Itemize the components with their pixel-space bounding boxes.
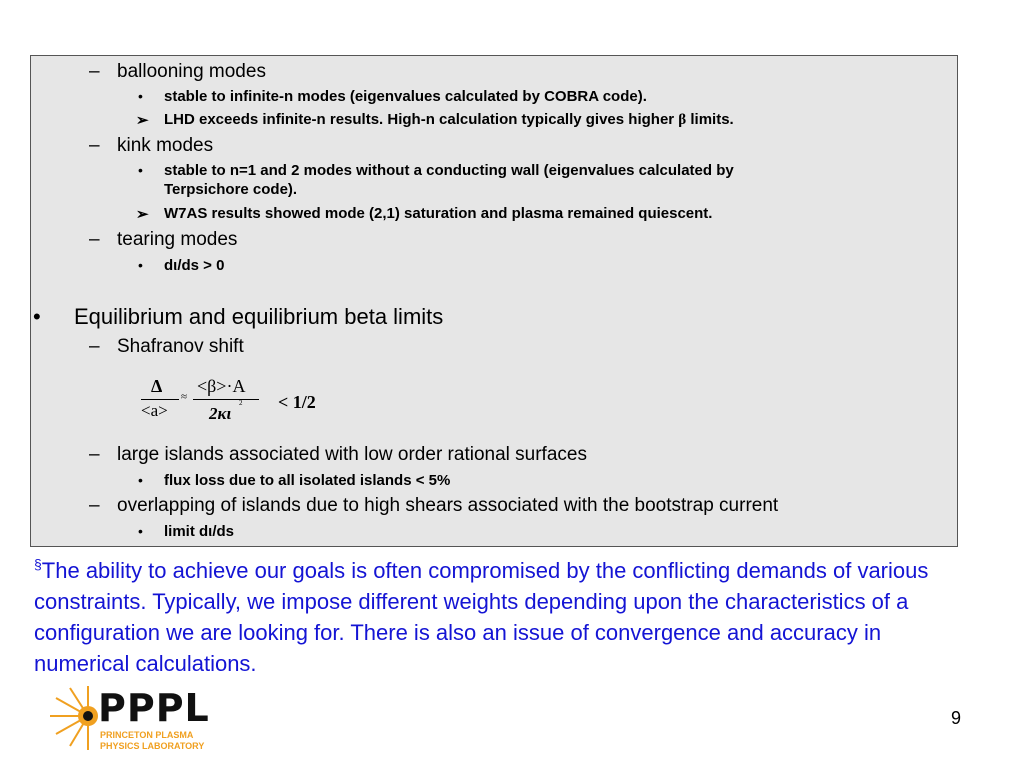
formula-approx: ≈ [181,391,188,403]
fraction-bar [193,399,259,400]
bullet-marker: • [138,257,143,273]
tearing-modes-heading: tearing modes [117,229,238,250]
section-symbol: § [34,556,42,572]
large-islands-heading: large islands associated with low order rational surfaces [117,444,587,465]
overlap-point-1: limit dι/ds [164,523,235,540]
formula-delta: Δ [151,376,163,396]
islands-point-1: flux loss due to all isolated islands < 5% [164,472,451,489]
bullet-marker: • [138,88,143,104]
logo-wordmark: PPPL [98,686,210,730]
content-box [30,55,958,547]
formula-kappa-iota: 2κι [209,404,232,423]
dash-marker: – [89,444,100,465]
arrow-bullet-icon: ➢ [136,206,149,223]
equilibrium-heading: Equilibrium and equilibrium beta limits [74,304,444,329]
ballooning-point-2: LHD exceeds infinite-n results. High-n calculation typically gives higher β limits. [164,111,734,128]
kink-point-1-line-2: Terpsichore code). [164,181,298,198]
formula-beta-a: <β>·A [197,376,246,396]
dash-marker: – [89,495,100,516]
tearing-point-1: dι/ds > 0 [164,257,225,274]
logo-line-1: PRINCETON PLASMA [100,730,194,740]
arrow-bullet-icon: ➢ [136,112,149,129]
formula-minor-radius: <a> [141,401,168,420]
overlapping-islands-heading: overlapping of islands due to high shears associated with the bootstrap current [117,495,779,516]
formula-superscript: 2 [239,399,243,407]
footnote-body: The ability to achieve our goals is often compromised by the conflicting demands of various constraints. Typically, we impose different weights depending upon the characteristics of a configuration we are looking for. There is also an issue of convergence and accuracy in numerical calculations. [34,558,929,676]
formula-limit: < 1/2 [278,392,316,412]
pppl-logo [50,686,220,754]
dash-marker: – [89,135,100,156]
kink-point-2: W7AS results showed mode (2,1) saturation and plasma remained quiescent. [164,205,713,222]
dash-marker: – [89,229,100,250]
dash-marker: – [89,336,100,357]
bullet-marker: • [138,162,143,178]
page-number: 9 [951,708,962,728]
footnote-text [34,549,944,679]
ballooning-modes-heading: ballooning modes [117,61,266,82]
kink-point-1-line-1: stable to n=1 and 2 modes without a conducting wall (eigenvalues calculated by [164,162,734,179]
bullet-marker: • [138,523,143,539]
kink-modes-heading: kink modes [117,135,214,156]
fraction-bar [141,399,179,400]
bullet-marker: • [33,304,41,329]
dash-marker: – [89,61,100,82]
ballooning-point-1: stable to infinite-n modes (eigenvalues calculated by COBRA code). [164,88,647,105]
bullet-marker: • [138,472,143,488]
shafranov-shift-heading: Shafranov shift [117,336,244,357]
logo-line-2: PHYSICS LABORATORY [100,741,205,751]
